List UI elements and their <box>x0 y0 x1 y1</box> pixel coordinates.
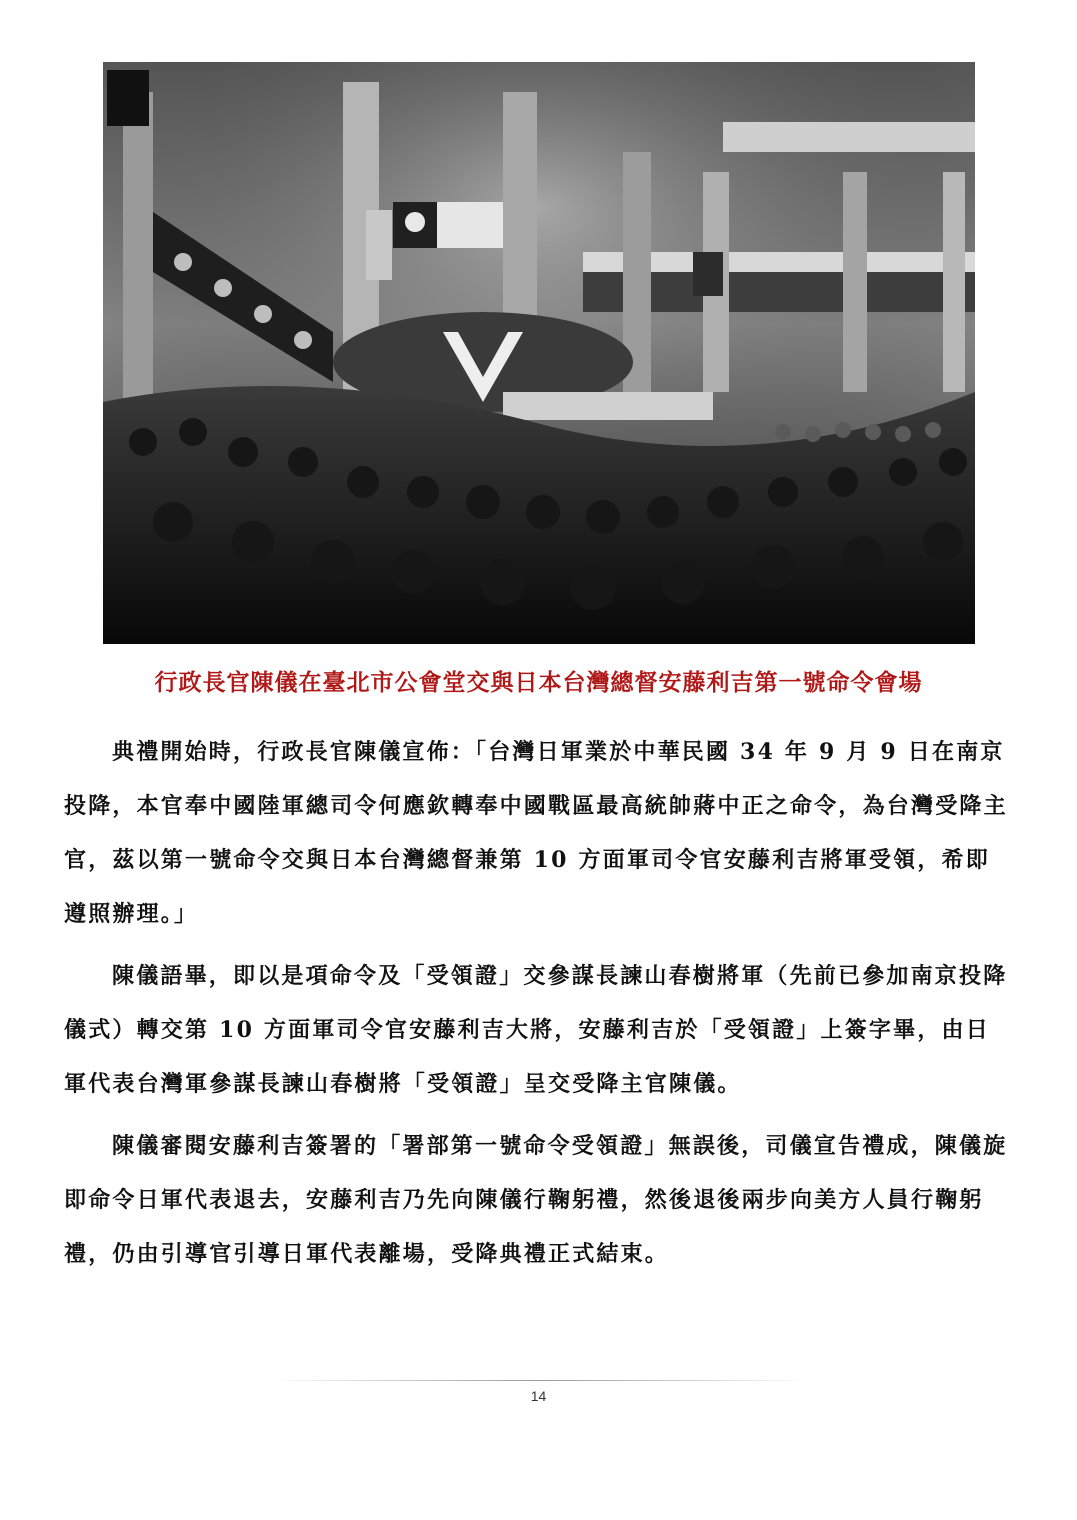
paragraph: 陳儀語畢，即以是項命令及「受領證」交參謀長諫山春樹將軍（先前已參加南京投降儀式）轉交第 10 方面軍司令官安藤利吉大將，安藤利吉於「受領證」上簽字畢，由日軍代表台灣軍參謀長諫山春樹將「受領證」呈交受降主官陳儀。 <box>64 963 1008 1097</box>
photo-caption: 行政長官陳儀在臺北市公會堂交與日本台灣總督安藤利吉第一號命令會場 <box>154 669 923 696</box>
footer-divider <box>265 1380 815 1381</box>
ceremony-photo-graphic <box>103 62 975 644</box>
page-number: 14 <box>530 1388 547 1404</box>
paragraph: 典禮開始時，行政長官陳儀宣佈：「台灣日軍業於中華民國 34 年 9 月 9 日在南京投降，本官奉中國陸軍總司令何應欽轉奉中國戰區最高統帥蔣中正之命令，為台灣受降主官，茲以第一號命令交與日本台灣總督兼第 10 方面軍司令官安藤利吉將軍受領，希即遵照辦理。」 <box>64 739 1008 927</box>
paragraph: 陳儀審閱安藤利吉簽署的「署部第一號命令受領證」無誤後，司儀宣告禮成，陳儀旋即命令日軍代表退去，安藤利吉乃先向陳儀行鞠躬禮，然後退後兩步向美方人員行鞠躬禮，仍由引導官引導日軍代表離場，受降典禮正式結束。 <box>64 1133 1008 1267</box>
article-body <box>64 725 1014 1289</box>
ceremony-photo <box>103 62 975 644</box>
